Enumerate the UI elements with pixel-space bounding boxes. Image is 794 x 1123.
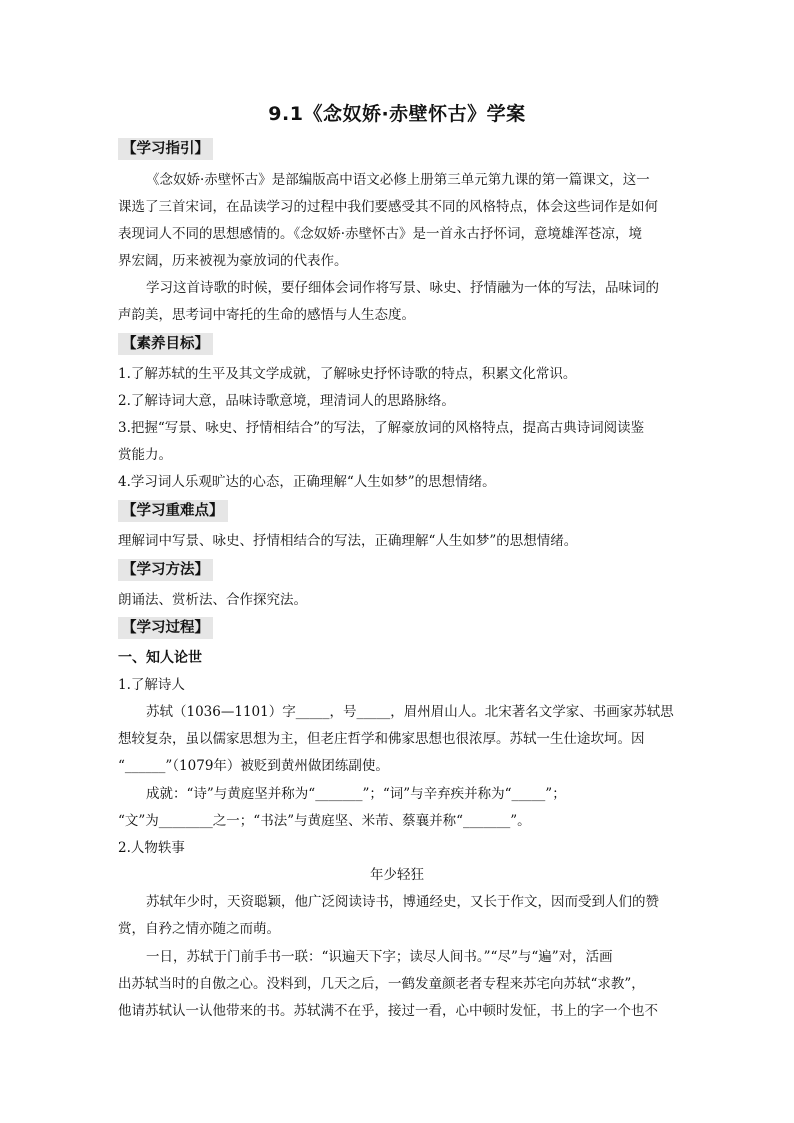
story-line: 一日，苏轼于门前手书一联：“识遍天下字；读尽人间书。”“尽”与“遍”对，活画 [146, 949, 613, 965]
section-heading-goals: 【素养目标】 [118, 333, 213, 355]
guide-line: 表现词人不同的思想感情的。《念奴娇·赤壁怀古》是一首永古抒怀词，意境雄浑苍凉，境 [118, 226, 643, 242]
goal-line: 3.把握“写景、咏史、抒情相结合”的写法，了解豪放词的风格特点，提高古典诗词阅读鉴 [118, 420, 645, 436]
story-title: 年少轻狂 [370, 867, 424, 883]
bio-line: 想较复杂，虽以儒家思想为主，但老庄哲学和佛家思想也很浓厚。苏轼一生仕途坎坷。因 [118, 731, 645, 747]
section-heading-key-points: 【学习重难点】 [118, 500, 228, 522]
bio-line: “______”（1079年）被贬到黄州做团练副使。 [118, 758, 389, 774]
method-line: 朗诵法、赏析法、合作探究法。 [118, 592, 307, 608]
goal-line: 1.了解苏轼的生平及其文学成就，了解咏史抒怀诗歌的特点，积累文化常识。 [118, 366, 577, 382]
process-subheading: 一、知人论世 [118, 650, 202, 666]
page-title: 9.1《念奴娇·赤壁怀古》学案 [268, 103, 526, 125]
key-point-line: 理解词中写景、咏史、抒情相结合的写法，正确理解“人生如梦”的思想情绪。 [118, 533, 578, 549]
goal-line: 赏能力。 [118, 447, 172, 463]
goal-line: 4.学习词人乐观旷达的心态，正确理解“人生如梦”的思想情绪。 [118, 474, 496, 490]
bio-line: 苏轼（1036—1101）字_____，号_____，眉州眉山人。北宋著名文学家、书画家苏轼思 [146, 704, 674, 720]
goal-line: 2.了解诗词大意，品味诗歌意境，理清词人的思路脉络。 [118, 393, 455, 409]
process-item-title: 2.人物轶事 [118, 840, 185, 856]
guide-line: 声韵美，思考词中寄托的生命的感悟与人生态度。 [118, 307, 415, 323]
guide-line: 学习这首诗歌的时候，要仔细体会词作将写景、咏史、抒情融为一体的写法，品味词的 [146, 280, 659, 296]
guide-line: 课选了三首宋词，在品读学习的过程中我们要感受其不同的风格特点，体会这些词作是如何 [118, 199, 658, 215]
process-item-title: 1.了解诗人 [118, 677, 185, 693]
story-line: 出苏轼当时的自傲之心。没料到，几天之后，一鹤发童颜老者专程来苏宅向苏轼“求教”， [118, 976, 645, 992]
story-line: 赏，自矜之情亦随之而萌。 [118, 921, 280, 937]
section-heading-guide: 【学习指引】 [118, 138, 213, 160]
guide-line: 界宏阔，历来被视为豪放词的代表作。 [118, 253, 348, 269]
achievement-line: 成就：“诗”与黄庭坚并称为“_______”；“词”与辛弃疾并称为“_____”； [146, 786, 566, 802]
section-heading-process: 【学习过程】 [118, 617, 213, 639]
section-heading-methods: 【学习方法】 [118, 559, 213, 581]
story-line: 他请苏轼认一认他带来的书。苏轼满不在乎，接过一看，心中顿时发怔，书上的字一个也不 [118, 1003, 658, 1019]
achievement-line: “文”为________之一；“书法”与黄庭坚、米芾、蔡襄并称“_______”。 [118, 813, 531, 829]
guide-line: 《念奴娇·赤壁怀古》是部编版高中语文必修上册第三单元第九课的第一篇课文，这一 [146, 172, 650, 188]
story-line: 苏轼年少时，天资聪颖，他广泛阅读诗书，博通经史，又长于作文，因而受到人们的赞 [146, 894, 659, 910]
